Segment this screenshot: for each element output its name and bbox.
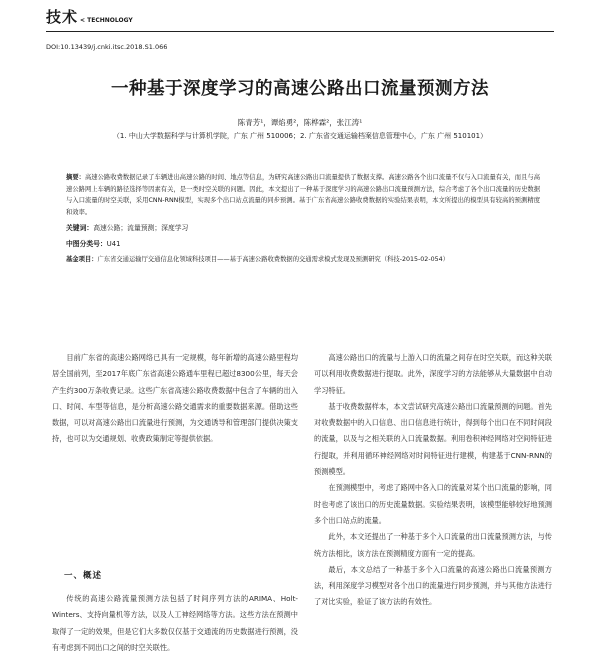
keywords (66, 222, 188, 232)
journal-section-title: 技术 (46, 8, 79, 26)
body-right-column (314, 350, 552, 611)
funding-label: 基金项目： (66, 256, 98, 263)
abstract-text: 高速公路收费数据记录了车辆进出高速公路的时间、地点等信息，为研究高速公路出口流量提供了数据支撑。高速公路各个出口流量不仅与入口流量有关，而且与高速公路网上车辆的路径选择等因素有关，是一类时空关联的问题。因此，本文提出了一种基于深度学习的高速公路出口流量预测方法，综合考虑了各个出口流量的历史数据与入口流量的时空关联，采用CNN-RNN模型，实现多个出口站点流量的同步预测。基于广东省高速公路收费数据的实验结果表明，本文所提出的模型具有较高的预测精度和效率。 (66, 174, 541, 216)
journal-header (46, 6, 133, 27)
intro-paragraph: 目前广东省的高速公路网络已具有一定规模，每年新增的高速公路里程均居全国前列，至2017年底广东省高速公路通车里程已超过8300公里，每天会产生约300万条收费记录。这些广东省高速公路收费数据中包含了车辆的出入口、时间、车型等信息，是分析高速公路交通需求的重要数据来源。借助这些数据，可以对高速公路出口流量进行预测，为交通诱导和管理部门提供决策支持，也可以为交通规划、收费政策制定等提供依据。 (52, 353, 298, 444)
right-paragraph-4: 此外，本文还提出了一种基于多个入口流量的出口流量预测方法，与传统方法相比，该方法在预测精度方面有一定的提高。 (314, 532, 552, 558)
paper-title: 一种基于深度学习的高速公路出口流量预测方法 (111, 79, 489, 99)
section-body (52, 591, 298, 656)
header-divider (46, 31, 554, 32)
body-left-column (52, 350, 298, 448)
right-paragraph-2: 基于收费数据样本，本文尝试研究高速公路出口流量预测的问题。首先对收费数据中的入口信息、出口信息进行统计，得到每个出口在不同时间段的流量，以及与之相关联的入口流量数据。利用卷积神经网络对空间特征进行提取，并利用循环神经网络对时间特征进行建模，构建基于CNN-RNN的预测模型。 (314, 401, 552, 477)
section-paragraph: 传统的高速公路流量预测方法包括了时间序列方法的ARIMA、Holt-Winters、支持向量机等方法，以及人工神经网络等方法。这些方法在预测中取得了一定的效果，但是它们大多数仅仅基于交通流的历史数据进行预测，没有考虑到不同出口之间的时空关联性。 (52, 594, 298, 652)
journal-section-label: < TECHNOLOGY (80, 17, 133, 24)
section-heading: 一、概述 (64, 571, 103, 581)
funding (66, 254, 540, 263)
abstract-label: 摘要： (66, 174, 85, 181)
classification-label: 中图分类号： (66, 240, 107, 248)
authors: 陈青芳¹，谭焰勇²，陈桦霖²，张江涛¹ (237, 118, 363, 127)
abstract (66, 172, 540, 218)
classification-text: U41 (106, 240, 121, 248)
keywords-text: 高速公路；流量预测；深度学习 (93, 224, 189, 232)
keywords-label: 关键词： (66, 224, 94, 232)
affiliation: （1. 中山大学数据科学与计算机学院，广东 广州 510006；2. 广东省交通运输档案信息管理中心，广东 广州 510101） (112, 132, 488, 140)
funding-text: 广东省交通运输厅交通信息化领域科技项目——基于高速公路收费数据的交通需求模式发现及预测研究（科技-2015-02-054） (97, 256, 449, 263)
right-paragraph-5: 最后，本文总结了一种基于多个入口流量的高速公路出口流量预测方法，利用深度学习模型对各个出口的流量进行同步预测，并与其他方法进行了对比实验，验证了该方法的有效性。 (314, 564, 552, 607)
right-paragraph-1: 高速公路出口的流量与上游入口的流量之间存在时空关联，而这种关联可以利用收费数据进行提取。此外，深度学习的方法能够从大量数据中自动学习特征。 (314, 353, 552, 395)
doi: DOI:10.13439/j.cnki.itsc.2018.S1.066 (46, 43, 168, 51)
classification (66, 238, 120, 248)
right-paragraph-3: 在预测模型中，考虑了路网中各入口的流量对某个出口流量的影响，同时也考虑了该出口的历史流量数据。实验结果表明，该模型能够较好地预测多个出口站点的流量。 (314, 483, 552, 525)
